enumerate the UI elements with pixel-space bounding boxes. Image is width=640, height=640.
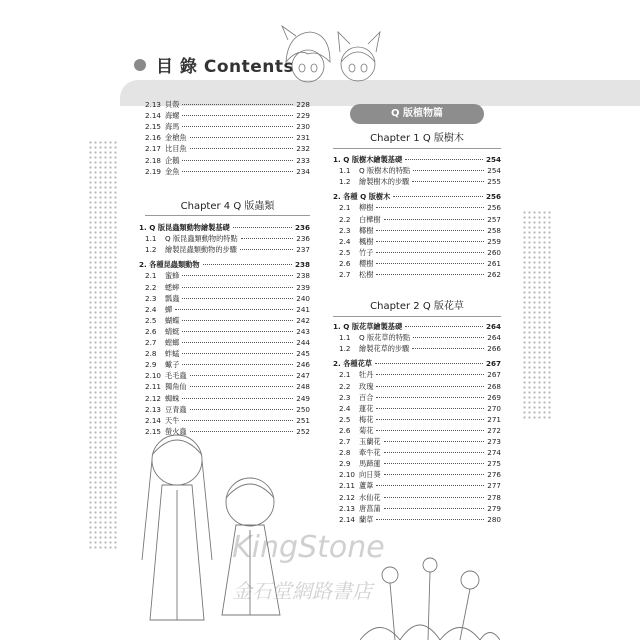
toc-entry-number: 2.15 [145,122,162,132]
toc-entry-page: 257 [487,214,501,224]
toc-dot-leader [376,274,484,275]
toc-section [139,222,310,233]
toc-entry-title: 2. 各種花草 [333,359,372,369]
toc-entry-page: 237 [296,245,310,255]
toc-entry-title: 企鵝 [165,155,180,165]
toc-entry-title: 繪製昆蟲類動物的步驟 [165,245,237,255]
toc-entry-title: 唐菖蒲 [359,503,381,513]
toc-dot-leader [190,375,294,376]
toc-entry [145,270,310,281]
toc-entry-title: 竹子 [359,247,374,257]
toc-entry [145,132,310,143]
watermark-subtext: 金石堂網路書店 [232,579,372,603]
toc-entry-title: 比目魚 [165,144,187,154]
chapter-4-rule [145,215,310,216]
toc-entry-title: 天牛 [165,415,180,425]
toc-entry-number: 2.8 [145,349,157,359]
toc-entry-number: 2.4 [145,304,157,314]
toc-entry-title: 水仙花 [359,492,381,502]
toc-entry [339,480,501,491]
toc-entry-title: 蝴蝶 [165,315,180,325]
toc-entry [339,236,501,247]
toc-entry [339,425,501,436]
toc-entry-number: 2.9 [145,360,157,370]
toc-dot-leader [413,337,484,338]
toc-entry-page: 271 [487,414,501,424]
toc-dot-leader [190,148,294,149]
watermark-text: KingStone [232,530,385,565]
toc-dot-leader [203,264,292,265]
section-banner: Q 版植物篇 [350,104,484,124]
toc-entry-number: 2.7 [339,270,351,279]
toc-entry-number: 2.2 [339,214,351,224]
toc-entry-page: 264 [485,322,501,331]
toc-entry [145,99,310,110]
toc-dot-leader [182,160,293,161]
toc-entry [339,381,501,392]
toc-entry-number: 1.1 [339,333,351,343]
toc-entry [339,269,501,280]
toc-entry [145,244,310,255]
toc-entry-number: 1.2 [339,344,351,354]
toc-dot-leader [376,419,484,420]
toc-entry-page: 240 [296,293,310,303]
toc-entry-number: 2.18 [145,155,162,165]
toc-entry-page: 273 [487,437,501,446]
toc-entry-title: 2. 各種 Q 版樹木 [333,192,391,202]
toc-dot-leader [384,463,485,464]
toc-entry [339,458,501,469]
toc-dot-leader [376,252,484,253]
toc-entry [145,166,310,177]
toc-entry-number: 2.2 [145,282,157,292]
toc-entry [145,110,310,121]
toc-entry-title: 貝殼 [165,100,180,109]
toc-entry [339,247,501,258]
toc-entry-title: 櫻樹 [359,258,374,268]
bullet-dot-icon [134,59,146,71]
toc-entry [145,393,310,404]
toc-entry-title: 蟋蟀 [165,282,180,292]
toc-entry-number: 2.1 [145,271,157,281]
toc-entry-title: 繪製樹木的步驟 [359,177,410,187]
toc-dot-leader [241,238,294,239]
toc-entry-title: 金槍魚 [165,133,187,143]
toc-entry-title: 蜻蜓 [165,326,180,336]
toc-entry-title: 蠍子 [165,360,180,370]
toc-entry-number: 2.11 [145,382,162,392]
page-title: 目 錄 Contents [156,57,295,77]
toc-section [333,191,501,202]
toc-entry-page: 267 [485,359,501,369]
toc-entry-page: 244 [296,338,310,347]
toc-entry-title: 玫瑰 [359,381,374,391]
toc-dot-leader [376,430,484,431]
toc-entry [145,359,310,370]
chapter-1-rule [333,148,501,149]
toc-entry-page: 238 [296,271,310,281]
toc-entry [339,503,501,514]
toc-entry-page: 259 [487,236,501,246]
toc-entry-page: 239 [296,282,310,292]
toc-entry [145,315,310,326]
toc-entry-title: 螳螂 [165,338,180,347]
toc-entry-title: 蜜蜂 [165,271,180,281]
toc-entry-title: 螢火蟲 [165,426,187,436]
toc-dot-leader [190,137,294,138]
toc-entry [145,282,310,293]
toc-entry-number: 2.13 [339,503,356,513]
toc-entry-title: 1. Q 版昆蟲類動物繪製基礎 [139,223,230,232]
toc-entry-title: 楓樹 [359,236,374,246]
toc-entry-title: 獨角仙 [165,382,187,392]
toc-entry-page: 272 [487,425,501,435]
toc-entry-number: 2.9 [339,459,351,469]
toc-entry [339,447,501,458]
toc-entry [339,214,501,225]
toc-dot-leader [182,126,293,127]
toc-dot-leader [182,298,293,299]
toc-entry-page: 251 [296,415,310,425]
toc-dot-leader [376,230,484,231]
toc-entry [339,514,501,525]
toc-entry [339,392,501,403]
dot-pattern-right [522,210,552,420]
toc-entry-title: 蘭草 [359,514,374,524]
toc-dot-leader [190,386,294,387]
toc-entry-title: Q 版昆蟲類動物的特點 [165,234,238,244]
toc-dot-leader [412,348,484,349]
toc-entry-page: 230 [296,122,310,132]
toc-entry-page: 279 [487,503,501,513]
toc-dot-leader [376,374,484,375]
toc-entry-page: 276 [487,470,501,480]
toc-entry-title: 牽牛花 [359,448,381,458]
toc-entry-page: 270 [487,403,501,413]
toc-dot-leader [384,474,485,475]
toc-entry-number: 2.10 [339,470,356,480]
toc-section [139,259,310,270]
toc-entry-number: 2.13 [145,100,162,109]
toc-entry-number: 2.6 [339,425,351,435]
toc-entry-page: 231 [296,133,310,143]
toc-entry-title: 松樹 [359,270,374,279]
toc-entry-title: 玉蘭花 [359,437,381,446]
toc-dot-leader [376,519,484,520]
toc-entry-number: 1.2 [145,245,157,255]
toc-entry [339,176,501,187]
toc-entry-title: 菊花 [359,425,374,435]
toc-entry [339,436,501,447]
toc-entry-page: 260 [487,247,501,257]
toc-entry-number: 2.6 [145,326,157,336]
toc-entry-title: Q 版花草的特點 [359,333,411,343]
toc-entry [339,202,501,213]
toc-dot-leader [376,386,484,387]
toc-dot-leader [376,263,484,264]
toc-entry-page: 256 [485,192,501,202]
toc-entry-title: 繪製花草的步驟 [359,344,410,354]
chapter-2-title: Chapter 2 Q 版花草 [370,301,464,312]
toc-entry-page: 255 [487,177,501,187]
toc-entry-title: 金魚 [165,166,180,176]
toc-entry-number: 2.3 [339,392,351,402]
toc-dot-leader [413,170,484,171]
toc-entry [145,326,310,337]
toc-dot-leader [412,181,484,182]
toc-entry-title: 牡丹 [359,370,374,380]
page-title-group [134,52,294,77]
toc-entry-page: 242 [296,315,310,325]
toc-dot-leader [182,287,293,288]
toc-entry-title: 向日葵 [359,470,381,480]
toc-entry-number: 2.6 [339,258,351,268]
toc-entry-title: 海馬 [165,122,180,132]
toc-entry-page: 246 [296,360,310,370]
toc-entry-page: 278 [487,492,501,502]
toc-entry-title: 柳樹 [359,203,374,213]
toc-dot-leader [376,397,484,398]
toc-dot-leader [375,363,483,364]
toc-entry-title: 百合 [359,392,374,402]
toc-entry-number: 1.1 [339,166,351,176]
toc-entry-title: 蓮花 [359,403,374,413]
toc-entry-number: 2.5 [339,414,351,424]
toc-entry-page: 228 [296,100,310,109]
toc-dot-leader [182,104,293,105]
toc-entry-page: 280 [487,514,501,524]
toc-dot-leader [376,207,484,208]
toc-dot-leader [182,398,293,399]
toc-entry [145,337,310,348]
toc-entry-number: 2.13 [145,404,162,414]
toc-entry-page: 266 [487,344,501,354]
toc-dot-leader [384,508,485,509]
toc-entry-page: 250 [296,404,310,414]
toc-entry [339,343,501,354]
toc-entry-page: 241 [296,304,310,314]
toc-entry-title: 梅花 [359,414,374,424]
toc-entry-page: 233 [296,155,310,165]
toc-entry [145,404,310,415]
toc-entry-number: 2.14 [145,415,162,425]
toc-entry-number: 2.7 [145,338,157,347]
toc-entry [145,155,310,166]
toc-dot-leader [376,241,484,242]
toc-entry-number: 2.7 [339,437,351,446]
toc-entry-number: 2.16 [145,133,162,143]
toc-entry-number: 2.10 [145,371,162,381]
toc-entry-number: 1.1 [145,234,157,244]
toc-entry-page: 274 [487,448,501,458]
toc-entry-page: 269 [487,392,501,402]
toc-entry-page: 245 [296,349,310,359]
toc-section [333,358,501,369]
toc-entry-title: 海螺 [165,111,180,121]
toc-entry [339,492,501,503]
toc-dot-leader [384,219,485,220]
toc-entry-title: 椰樹 [359,225,374,235]
toc-entry-title: 蘆葦 [359,481,374,491]
toc-entry [145,381,310,392]
toc-entry [145,293,310,304]
toc-entry-page: 229 [296,111,310,121]
toc-entry-page: 247 [296,371,310,381]
toc-entry-page: 275 [487,459,501,469]
toc-entry-title: 2. 各種昆蟲類動物 [139,260,200,270]
toc-entry-page: 268 [487,381,501,391]
toc-entry-number: 2.5 [339,247,351,257]
toc-entry-page: 232 [296,144,310,154]
toc-entry [339,369,501,380]
toc-entry-title: 毛毛蟲 [165,371,187,381]
toc-section [333,321,501,332]
toc-entry [339,165,501,176]
toc-dot-leader [393,196,483,197]
toc-entry-number: 2.14 [145,111,162,121]
toc-entry-number: 2.1 [339,370,351,380]
chibi-characters-illustration [278,22,388,92]
toc-entry-page: 252 [296,426,310,436]
toc-entry-page: 267 [487,370,501,380]
toc-dot-leader [384,452,485,453]
toc-entry-title: 馬蹄蓮 [359,459,381,469]
toc-dot-leader [376,485,484,486]
toc-entry-number: 2.3 [339,225,351,235]
toc-dot-leader [405,159,483,160]
toc-entry-number: 2.2 [339,381,351,391]
toc-entry [145,233,310,244]
toc-entry-number: 1.2 [339,177,351,187]
toc-entry-title: 1. Q 版花草繪製基礎 [333,322,403,331]
toc-entry-number: 2.17 [145,144,162,154]
toc-dot-leader [384,441,485,442]
toc-entry-page: 248 [296,382,310,392]
toc-dot-leader [175,309,293,310]
toc-entry-page: 277 [487,481,501,491]
toc-entry [145,370,310,381]
toc-entry [145,121,310,132]
toc-entry-number: 2.8 [339,448,351,458]
toc-dot-leader [190,409,294,410]
toc-entry-page: 261 [487,258,501,268]
toc-entry-number: 2.14 [339,514,356,524]
toc-entry-number: 2.1 [339,203,351,213]
toc-entry [339,403,501,414]
toc-entry-number: 2.12 [339,492,356,502]
toc-entry-page: 256 [487,203,501,213]
toc-entry [145,304,310,315]
toc-entry-number: 2.19 [145,166,162,176]
toc-entry-title: 豆青蟲 [165,404,187,414]
toc-dot-leader [405,326,483,327]
toc-entry-page: 238 [294,260,310,270]
toc-dot-leader [376,408,484,409]
toc-entry-title: Q 版樹木的特點 [359,166,411,176]
toc-entry-number: 2.5 [145,315,157,325]
toc-entry-page: 249 [296,393,310,403]
toc-entry-page: 258 [487,225,501,235]
chapter-1-title: Chapter 1 Q 版樹木 [370,133,464,144]
toc-dot-leader [182,364,293,365]
toc-entry-title: 1. Q 版樹木繪製基礎 [333,155,403,164]
toc-dot-leader [182,320,293,321]
toc-dot-leader [182,275,293,276]
toc-entry-number: 2.15 [145,426,162,436]
toc-dot-leader [384,497,485,498]
toc-dot-leader [182,171,293,172]
toc-entry-page: 236 [296,234,310,244]
toc-entry-title: 蚱蜢 [165,349,180,359]
toc-entry-number: 2.4 [339,236,351,246]
toc-entry [339,414,501,425]
toc-entry [339,469,501,480]
toc-entry-number: 2.11 [339,481,356,491]
toc-entry [339,258,501,269]
toc-entry-number: 2.12 [145,393,162,403]
chapter-2-rule [333,316,501,317]
toc-dot-leader [182,331,293,332]
toc-entry-title: 白樺樹 [359,214,381,224]
toc-entry [339,225,501,236]
toc-entry-page: 243 [296,326,310,336]
toc-entry-number: 2.4 [339,403,351,413]
toc-entry-page: 254 [485,155,501,164]
toc-dot-leader [182,115,293,116]
toc-dot-leader [240,249,293,250]
toc-entry-page: 236 [294,223,310,232]
toc-entry-page: 262 [487,270,501,279]
toc-entry-title: 瓢蟲 [165,293,180,303]
dot-pattern-left [88,140,118,550]
toc-entry-page: 234 [296,166,310,176]
toc-entry-title: 蜘蛛 [165,393,180,403]
toc-entry [145,143,310,154]
toc-dot-leader [182,342,293,343]
toc-entry [145,348,310,359]
toc-entry-page: 264 [487,333,501,343]
toc-dot-leader [233,227,292,228]
toc-entry-page: 254 [487,166,501,176]
chapter-4-title: Chapter 4 Q 版蟲類 [180,201,275,212]
toc-dot-leader [182,353,293,354]
toc-entry-title: 蟬 [165,304,173,314]
toc-entry [339,332,501,343]
toc-entry-number: 2.3 [145,293,157,303]
toc-section [333,154,501,165]
